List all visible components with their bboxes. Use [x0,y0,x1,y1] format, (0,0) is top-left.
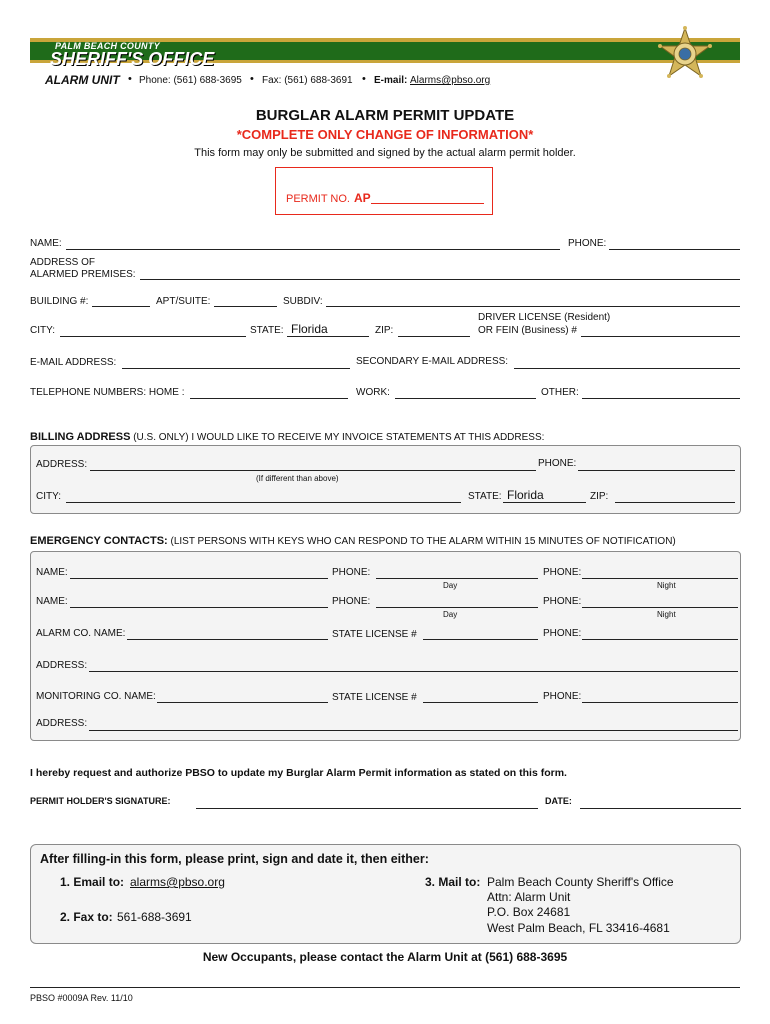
emergency-heading-rest: (LIST PERSONS WITH KEYS WHO CAN RESPOND TO THE ALARM WITHIN 15 MINUTES OF NOTIFICATION) [170,536,676,547]
form-id: PBSO #0009A Rev. 11/10 [30,993,133,1003]
contact1-name-label: NAME: [36,567,68,578]
new-occupants-note: New Occupants, please contact the Alarm Unit at (561) 688-3695 [202,950,568,964]
email-label: E-MAIL ADDRESS: [30,357,117,368]
monitoring-co-phone-field[interactable] [582,702,738,703]
monitoring-co-phone-label: PHONE: [543,691,582,702]
alarm-co-license-field[interactable] [423,639,538,640]
sheriff-star-logo [656,26,714,84]
work-field[interactable] [395,398,536,399]
contact2-day-caption: Day [443,610,458,619]
monitoring-co-license-field[interactable] [423,702,538,703]
permit-label: PERMIT NO. [286,193,350,205]
monitoring-co-address-label: ADDRESS: [36,718,88,729]
header-email-link[interactable]: Alarms@pbso.org [410,75,491,86]
billing-phone-label: PHONE: [538,458,577,469]
alarm-co-field[interactable] [127,639,328,640]
email2-label: SECONDARY E-MAIL ADDRESS: [356,356,509,367]
contact2-phone-night-label: PHONE: [543,596,582,607]
instructions-mail-line1: Palm Beach County Sheriff's Office [487,875,674,889]
state-label: STATE: [250,325,284,336]
alarm-co-address-field[interactable] [89,671,738,672]
instructions-email-link[interactable]: alarms@pbso.org [130,875,225,889]
email2-field[interactable] [514,368,740,369]
phone-label: PHONE: [568,238,607,249]
form-subtitle: *COMPLETE ONLY CHANGE OF INFORMATION* [236,127,534,142]
monitoring-co-license-label: STATE LICENSE # [332,692,417,703]
instructions-mail-label: 3. Mail to: [425,875,481,889]
tel-home-field[interactable] [190,398,348,399]
other-field[interactable] [582,398,740,399]
contact2-phone-day-field[interactable] [376,607,538,608]
signature-label: PERMIT HOLDER'S SIGNATURE: [30,796,171,806]
instructions-mail-line2: Attn: Alarm Unit [487,890,571,904]
state-value[interactable]: Florida [291,322,328,336]
billing-heading [30,431,544,443]
contact1-day-caption: Day [443,581,458,590]
authorization-statement: I hereby request and authorize PBSO to update my Burglar Alarm Permit information as stated on this form. [30,767,567,779]
contact2-phone-day-label: PHONE: [332,596,371,607]
billing-address-label: ADDRESS: [36,459,88,470]
other-label: OTHER: [541,387,579,398]
alarm-co-phone-label: PHONE: [543,628,582,639]
zip-label: ZIP: [375,325,394,336]
state-field[interactable] [287,336,369,337]
permit-number-line[interactable] [371,203,484,204]
alarm-co-label: ALARM CO. NAME: [36,628,126,639]
alarm-co-phone-field[interactable] [582,639,738,640]
billing-zip-label: ZIP: [590,491,609,502]
alarm-co-license-label: STATE LICENSE # [332,629,417,640]
billing-heading-rest: (U.S. ONLY) I WOULD LIKE TO RECEIVE MY INVOICE STATEMENTS AT THIS ADDRESS: [133,432,545,443]
bullet: • [250,73,254,85]
email-field[interactable] [122,368,350,369]
subdiv-label: SUBDIV: [283,296,323,307]
contact2-phone-night-field[interactable] [582,607,738,608]
contact2-night-caption: Night [657,610,676,619]
zip-field[interactable] [398,336,470,337]
premises-address-label-2: ALARMED PREMISES: [30,269,136,280]
contact1-name-field[interactable] [70,578,328,579]
premises-address-field[interactable] [140,279,740,280]
city-label: CITY: [30,325,56,336]
contact1-night-caption: Night [657,581,676,590]
billing-city-label: CITY: [36,491,62,502]
instructions-mail-line3: P.O. Box 24681 [487,905,571,919]
billing-state-value[interactable]: Florida [507,488,544,502]
tel-home-label: TELEPHONE NUMBERS: HOME : [30,387,185,398]
signature-field[interactable] [196,808,538,809]
billing-box [30,445,741,514]
billing-heading-bold: BILLING ADDRESS [30,431,131,443]
premises-address-label-1: ADDRESS OF [30,257,96,268]
billing-if-different: (If different than above) [256,474,339,483]
monitoring-co-field[interactable] [157,702,328,703]
building-label: BUILDING #: [30,296,89,307]
contact1-phone-day-field[interactable] [376,578,538,579]
monitoring-co-label: MONITORING CO. NAME: [36,691,156,702]
date-label: DATE: [545,796,572,806]
name-label: NAME: [30,238,62,249]
license-field[interactable] [581,336,740,337]
work-label: WORK: [356,387,390,398]
header-email-label: E-mail: [374,75,408,86]
bullet: • [362,73,366,85]
apt-field[interactable] [214,306,277,307]
office-name: SHERIFF'S OFFICE [50,49,215,69]
permit-box [275,167,493,215]
billing-city-field[interactable] [66,502,461,503]
instructions-fax-label: 2. Fax to: [60,910,113,924]
apt-label: APT/SUITE: [156,296,211,307]
contact1-phone-day-label: PHONE: [332,567,371,578]
alarm-co-address-label: ADDRESS: [36,660,88,671]
date-field[interactable] [580,808,741,809]
bullet: • [128,73,132,85]
building-field[interactable] [92,306,150,307]
instructions-mail-line4: West Palm Beach, FL 33416-4681 [487,921,670,935]
subdiv-field[interactable] [326,306,740,307]
contact2-name-field[interactable] [70,607,328,608]
contact1-phone-night-field[interactable] [582,578,738,579]
emergency-heading [30,535,676,547]
phone-field[interactable] [609,249,740,250]
monitoring-co-address-field[interactable] [89,730,738,731]
billing-state-label: STATE: [468,491,502,502]
permit-prefix: AP [354,191,371,205]
county-name: PALM BEACH COUNTY [55,41,160,51]
contact1-phone-night-label: PHONE: [543,567,582,578]
footer-rule [30,987,740,988]
instructions-email-label: 1. Email to: [60,875,125,889]
instructions-heading: After filling-in this form, please print, sign and date it, then either: [40,852,429,866]
alarm-unit-label: ALARM UNIT [45,73,120,87]
billing-zip-field[interactable] [615,502,735,503]
city-field[interactable] [60,336,246,337]
name-field[interactable] [66,249,560,250]
header-phone: Phone: (561) 688-3695 [139,75,242,86]
contact2-name-label: NAME: [36,596,68,607]
form-note: This form may only be submitted and signed by the actual alarm permit holder. [194,147,576,159]
emergency-box [30,551,741,741]
billing-address-field[interactable] [90,470,536,471]
header-fax: Fax: (561) 688-3691 [262,75,353,86]
billing-phone-field[interactable] [578,470,735,471]
emergency-heading-bold: EMERGENCY CONTACTS: [30,535,168,547]
form-title: BURGLAR ALARM PERMIT UPDATE [255,107,515,124]
license-label-1: DRIVER LICENSE (Resident) [478,312,611,323]
billing-state-field[interactable] [503,502,586,503]
license-label-2: OR FEIN (Business) # [478,325,577,336]
instructions-fax-value: 561-688-3691 [117,910,192,924]
